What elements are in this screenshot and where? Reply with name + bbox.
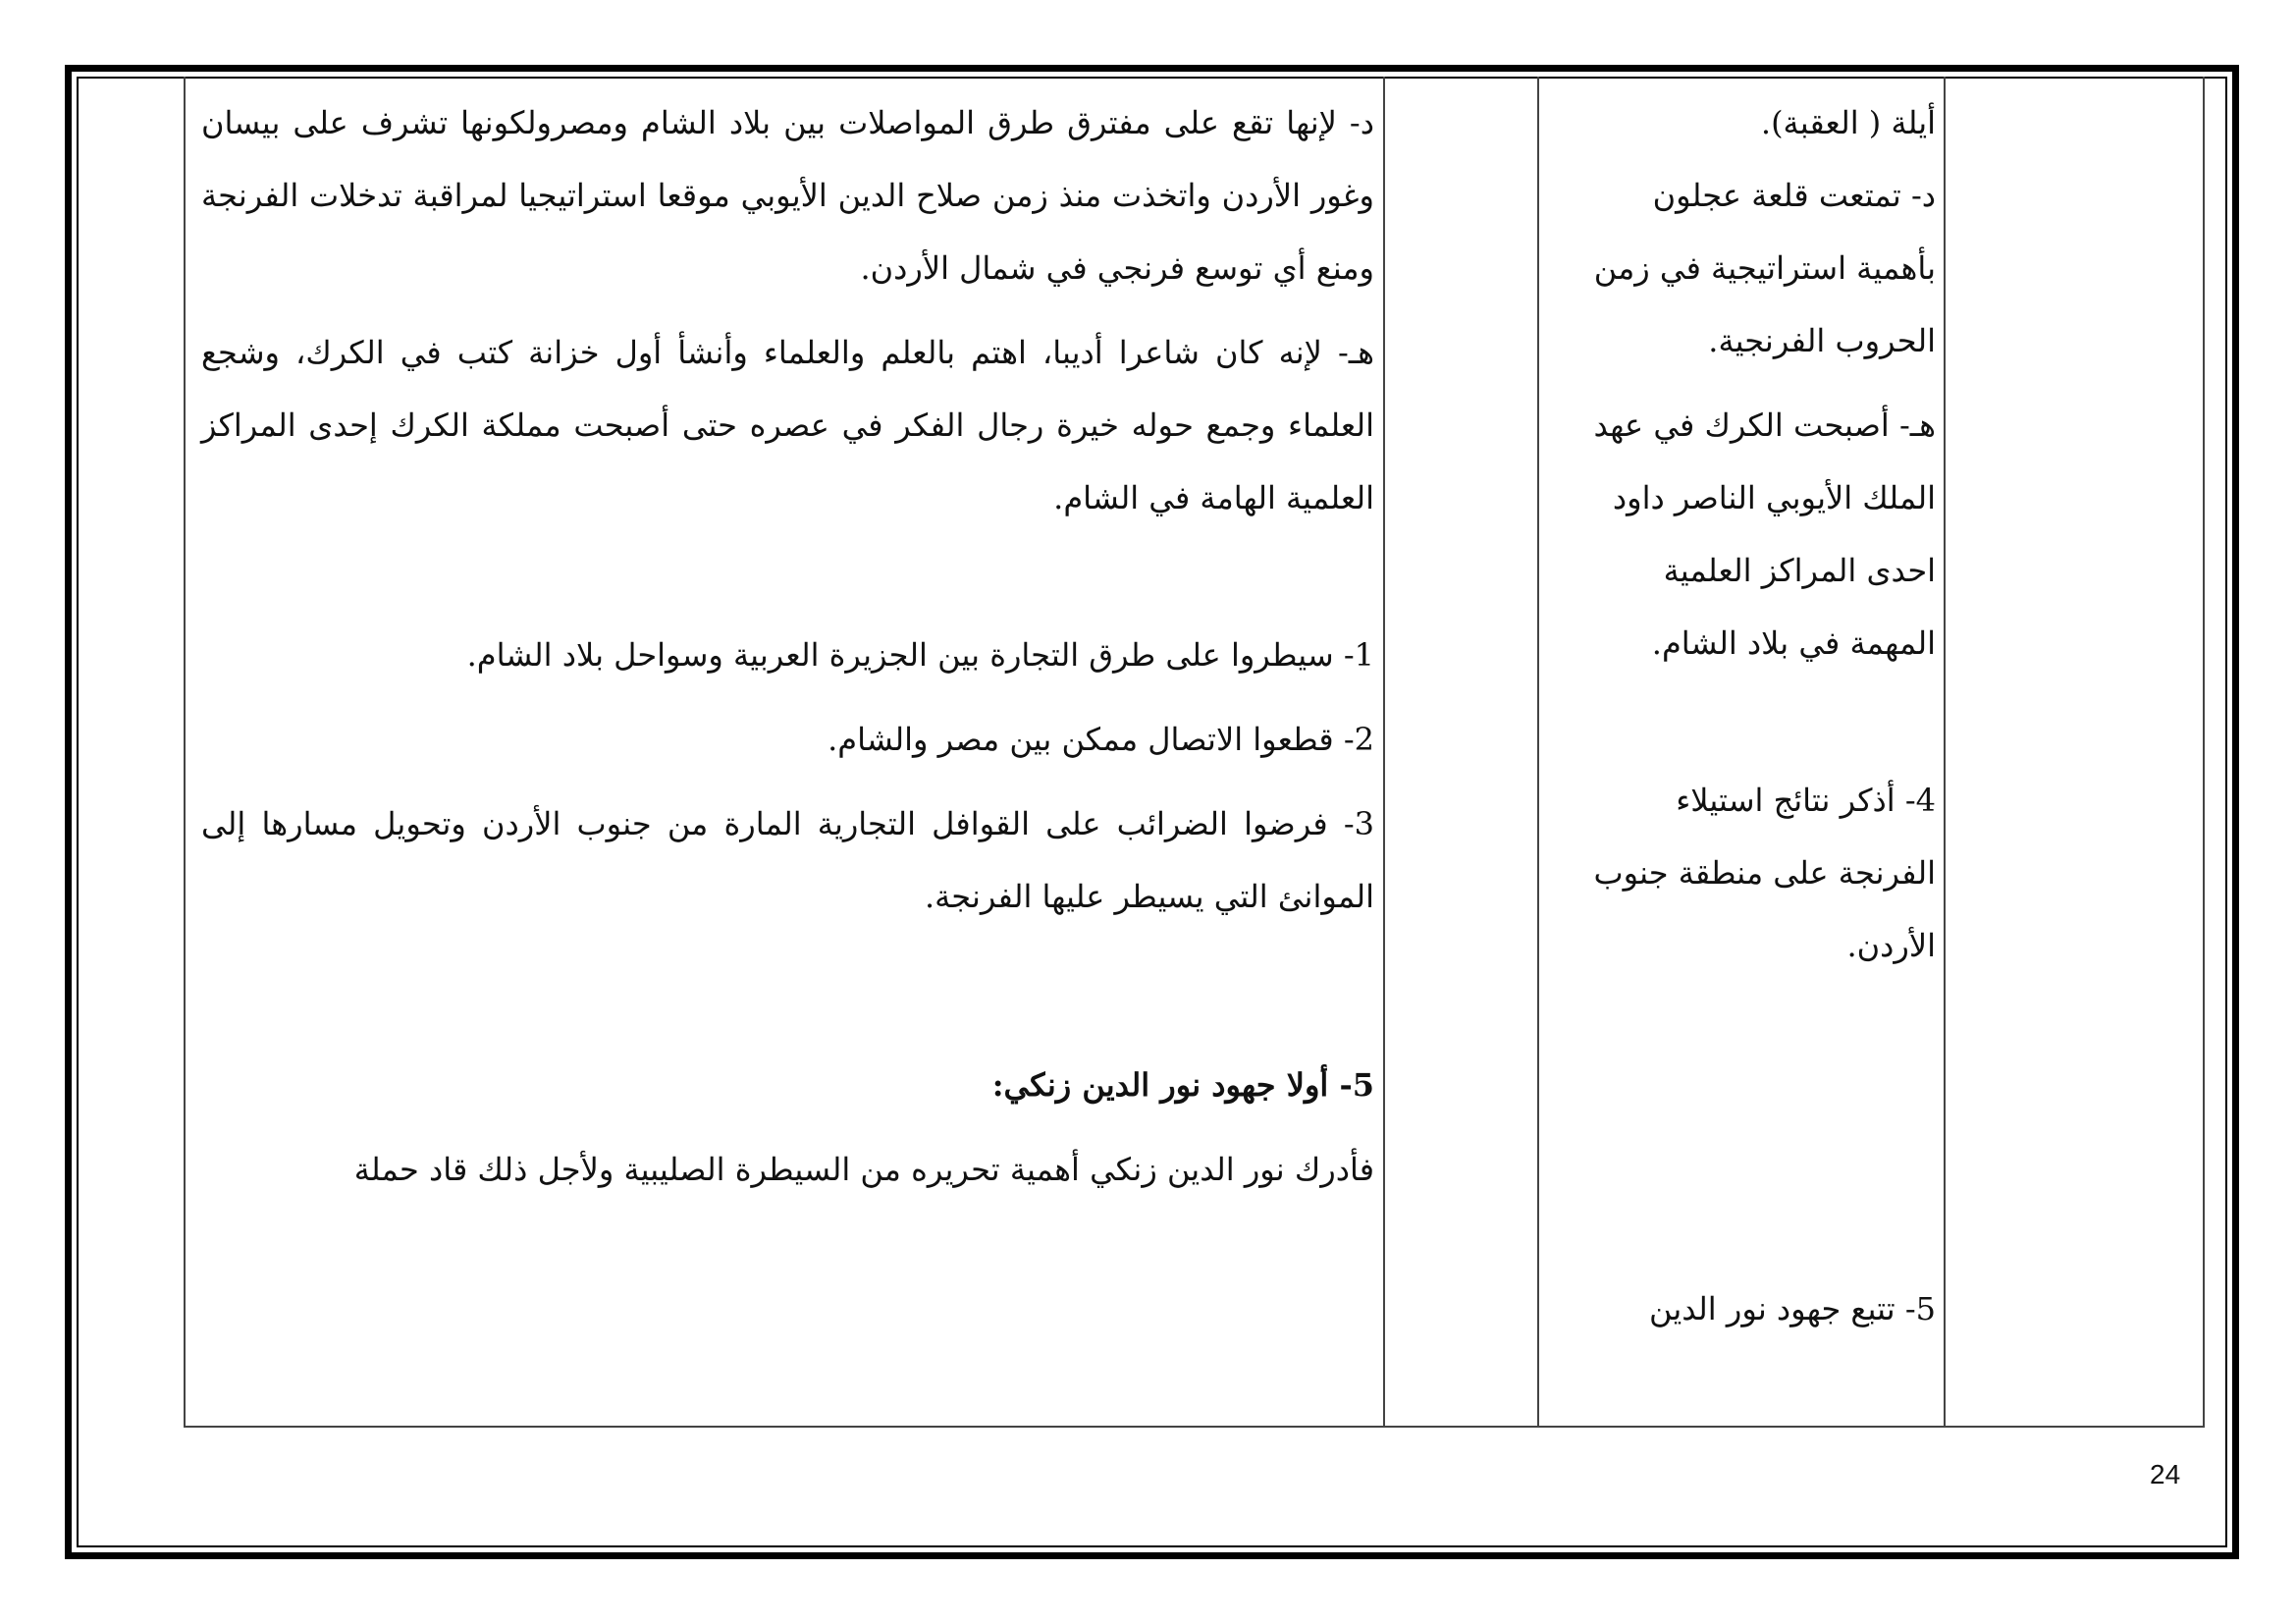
question-4: 4- أذكر نتائج استيلاء الفرنجة على منطقة جنوب الأردن. <box>1593 782 1936 964</box>
answers-column <box>201 86 1374 1206</box>
question-d: د- تمتعت قلعة عجلون بأهمية استراتيجية في زمن الحروب الفرنجية. <box>1593 177 1936 359</box>
question-top: أيلة ( العقبة). <box>1760 104 1936 141</box>
answer-para-5: فأدرك نور الدين زنكي أهمية تحريره من السيطرة الصليبية ولأجل ذلك قاد حملة <box>353 1151 1374 1188</box>
questions-column <box>1569 86 1936 1345</box>
answer-item-3: 3- فرضوا الضرائب على القوافل التجارية المارة من جنوب الأردن وتحويل مسارها إلى الموانئ التي يسيطر عليها الفرنجة. <box>201 805 1374 915</box>
answer-h: هـ- لإنه كان شاعرا أديبا، اهتم بالعلم والعلماء وأنشأ أول خزانة كتب في الكرك، وشجع العلماء وجمع حوله خيرة رجال الفكر في عصره حتى أصبحت مملكة الكرك إحدى المراكز العلمية الهامة في الشام. <box>201 334 1375 516</box>
page-number: 24 <box>2150 1459 2181 1489</box>
table-divider-1 <box>1383 77 1385 1428</box>
answer-item-2: 2- قطعوا الاتصال ممكن بين مصر والشام. <box>828 721 1374 758</box>
table-divider-3 <box>1944 77 1946 1428</box>
answer-heading-5: 5- أولا جهود نور الدين زنكي: <box>991 1066 1374 1104</box>
answer-d: د- لإنها تقع على مفترق طرق المواصلات بين بلاد الشام ومصرولكونها تشرف على بيسان وغور الأردن واتخذت منذ زمن صلاح الدين الأيوبي موقعا استراتيجيا لمراقبة تدخلات الفرنجة ومنع أي توسع فرنجي في شمال الأردن. <box>201 104 1374 287</box>
answer-item-1: 1- سيطروا على طرق التجارة بين الجزيرة العربية وسواحل بلاد الشام. <box>466 636 1374 674</box>
question-5: 5- تتبع جهود نور الدين <box>1648 1290 1936 1327</box>
table-divider-2 <box>1537 77 1539 1428</box>
question-h: هـ- أصبحت الكرك في عهد الملك الأيوبي الناصر داود احدى المراكز العلمية المهمة في بلاد الشام. <box>1593 406 1936 662</box>
